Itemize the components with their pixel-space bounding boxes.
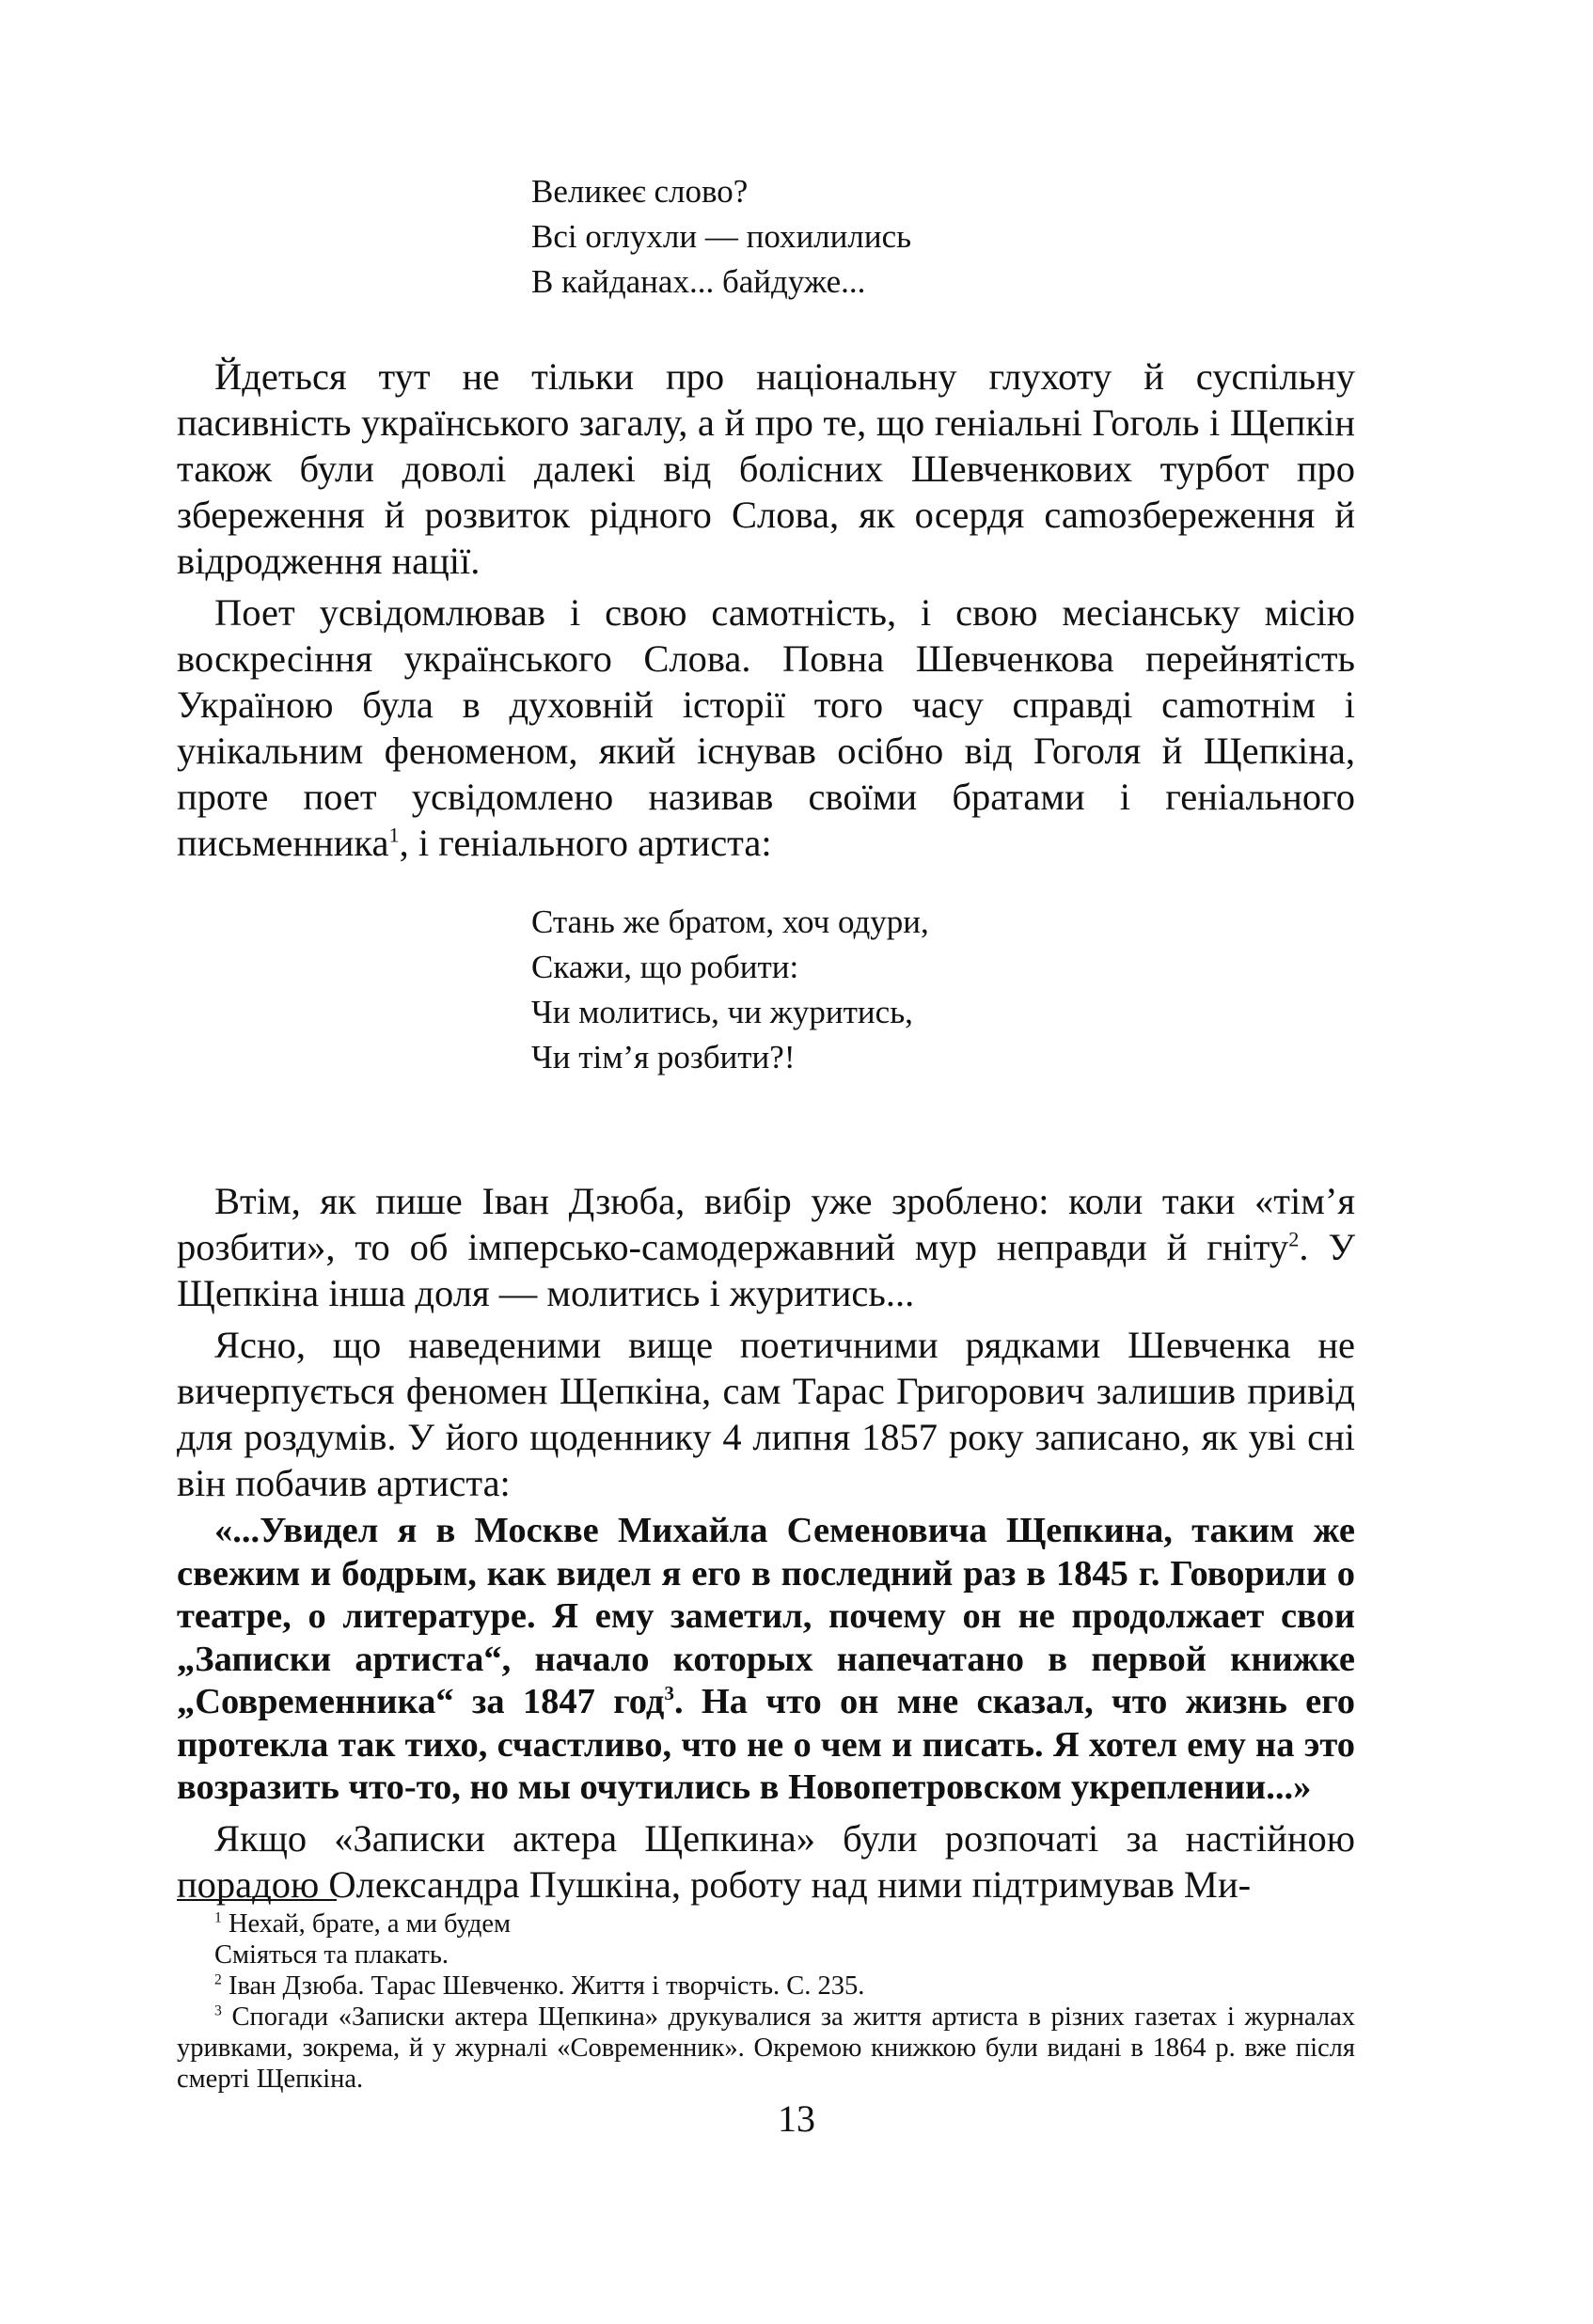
footnote-mark: 2 (214, 1971, 222, 1988)
paragraph-3-text: Втім, як пише Іван Дзюба, вибір уже зроблено: коли таки «тім’я розбити», то об імперсько-самодержавний мур неправди й гніту (177, 1180, 1355, 1268)
footnote-1-continuation: Сміяться та плакать. (214, 1940, 450, 1970)
page-number: 13 (778, 2097, 815, 2140)
diary-quote-text: «...Увидел я в Москве Михайла Семеновича Щепкина, таким же свежим и бодрым, как видел я его в последний раз в 1845 г. Говорили о театре, о литературе. Я ему заметил, почему он не продолжает свои „Записки артиста“, начало которых напечатано в первой книжке „Современника“ за 1847 год (177, 1511, 1355, 1721)
verse-middle (531, 900, 1355, 1080)
verse-line: Чи тім’я розбити?! (531, 1039, 796, 1076)
verse-line: В кайданах... байдуже... (531, 263, 866, 300)
verse-top (531, 169, 1355, 305)
verse-line: Скажи, що робити: (531, 949, 799, 985)
diary-quote-tail: . На что он мне сказал, что жизнь его протекла так тихо, счастливо, что не о чем и писать. Я хотел ему на это возразить что-то, но мы очутились в Новопетровском укреплении...» (177, 1682, 1355, 1807)
paragraph-3-tail: . У Щепкіна інша доля — молитись і журитись... (177, 1226, 1355, 1314)
footnote-mark: 3 (214, 2002, 222, 2019)
verse-line: Всі оглухли — похилились (531, 218, 912, 255)
paragraph-2-text: Поет усвідомлював і свою самотність, і свою месіанську місію воскресіння українського Слова. Повна Шевченкова перейнятість Україною була в духовній історії того часу справді саmотнім і унікальним феноменом, який існував осібно від Гоголя й Щепкіна, проте поет усвідомлено називав своїми братами і геніального письменника (177, 591, 1355, 864)
footnote-1 (177, 1908, 1355, 1939)
footnote-3 (177, 2002, 1355, 2095)
footnote-divider (177, 1899, 337, 1901)
footnotes (177, 1908, 1355, 2095)
diary-quote (177, 1510, 1355, 1810)
main-text (177, 169, 1355, 1908)
footnote-ref-2: 2 (1288, 1227, 1300, 1251)
footnote-ref-1: 1 (388, 823, 400, 847)
footnote-ref-3: 3 (664, 1682, 674, 1705)
paragraph-2 (177, 589, 1355, 866)
verse-line: Стань же братом, хоч одури, (531, 903, 929, 940)
paragraph-1: Йдеться тут не тільки про національну глухоту й суспільну пасивність українського загалу, а й про те, що геніальні Гоголь і Щепкін також були доволі далекі від болісних Шевченкових турбот про збереження й розвиток рідного Слова, як осердя саmозбереження й відродження нації. (177, 355, 1355, 582)
verse-line: Великеє слово? (531, 173, 749, 210)
paragraph-5: Якщо «Записки актера Щепкина» були розпочаті за настійною порадою Олександра Пушкіна, роботу над ними підтримував Ми- (177, 1816, 1355, 1906)
paragraph-4: Ясно, що наведеними вище поетичними рядками Шевченка не вичерпується феномен Щепкіна, сам Тарас Григорович залишив привід для роздумів. У його щоденнику 4 липня 1857 року записано, як уві сні він побачив артиста: (177, 1324, 1355, 1504)
footnote-text: Іван Дзюба. Тарас Шевченко. Життя і творчість. С. 235. (228, 1971, 865, 2001)
paragraph-2-tail: , і геніального артиста: (399, 822, 772, 864)
footnote-text: Нехай, брате, а ми будем (228, 1909, 512, 1939)
footnote-text: Спогади «Записки актера Щепкина» друкувалися за життя артиста в різних газетах і журналах уривками, зокрема, й у журналі «Современник». Окремою книжкою були видані в 1864 р. вже після смерті Щепкіна. (177, 2002, 1356, 2094)
verse-line: Чи молитись, чи журитись, (531, 994, 913, 1030)
footnote-mark: 1 (214, 1909, 222, 1926)
footnote-2 (177, 1971, 1355, 2002)
paragraph-3 (177, 1178, 1355, 1316)
